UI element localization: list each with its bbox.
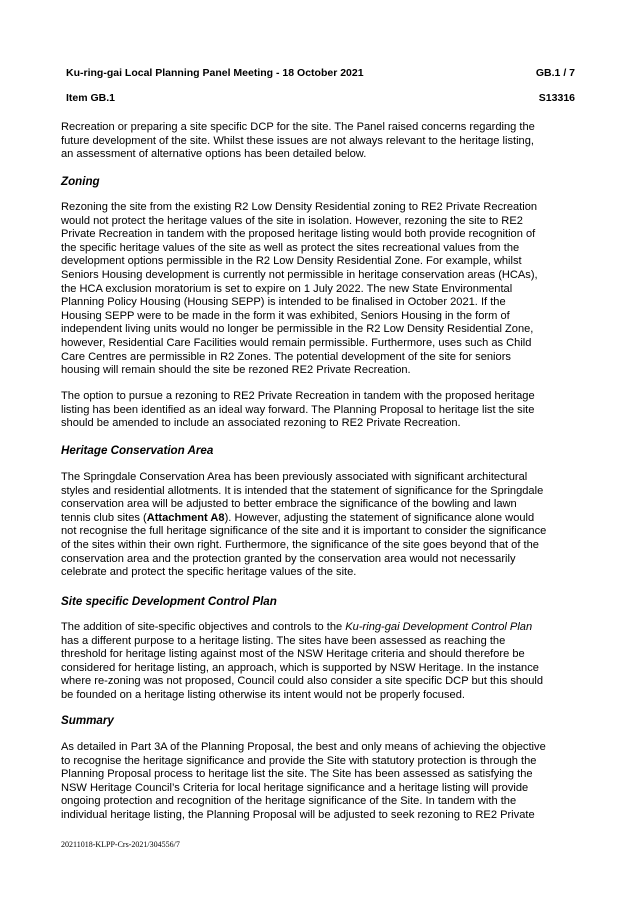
item-label: Item GB.1 xyxy=(66,92,116,104)
text-line: celebrate and protect the specific heritage values of the site. xyxy=(61,566,357,579)
section-heading-hca: Heritage Conservation Area xyxy=(61,444,214,457)
text-fragment: ). However, adjusting the statement of significance alone would xyxy=(224,511,535,524)
text-line: Planning Policy Housing (Housing SEPP) is intended to be finalised in October 2021. If the xyxy=(61,296,506,309)
text-line: would not protect the heritage values of the site in isolation. However, rezoning the site to RE2 xyxy=(61,214,523,227)
attachment-reference: Attachment A8 xyxy=(146,511,225,524)
text-line: Seniors Housing development is currently not permissible in heritage conservation areas (HCAs), xyxy=(61,268,538,281)
text-line: NSW Heritage Council’s Criteria for local heritage significance and a heritage listing will provide xyxy=(61,781,529,794)
section-heading-summary: Summary xyxy=(61,714,114,727)
text-line: the specific heritage values of the site as well as protect the sites recreational values from the xyxy=(61,241,520,254)
text-line xyxy=(61,621,581,635)
text-line: not recognise the full heritage significance of the site and it is important to consider the significance xyxy=(61,525,547,538)
text-line: Rezoning the site from the existing R2 Low Density Residential zoning to RE2 Private Recreation xyxy=(61,201,538,213)
summary-paragraph xyxy=(61,741,581,823)
document-number: S13316 xyxy=(538,92,575,104)
text-line: has a different purpose to a heritage listing. The sites have been assessed as reaching the xyxy=(61,634,506,647)
intro-paragraph xyxy=(61,121,581,162)
text-line: however, Residential Care Facilities would remain permissible. Furthermore, uses such as Child xyxy=(61,336,532,349)
text-line: the HCA exclusion moratorium is set to expire on 1 July 2022. The new State Environmental xyxy=(61,282,513,295)
text-line: threshold for heritage listing against most of the NSW Heritage criteria and should therefore be xyxy=(61,648,525,661)
text-line: Recreation or preparing a site specific DCP for the site. The Panel raised concerns regarding the xyxy=(61,121,535,133)
zoning-paragraph-2 xyxy=(61,390,581,431)
text-line: Housing SEPP were to be made in the form it was exhibited, Seniors Housing in the form of xyxy=(61,309,510,322)
text-line: an assessment of alternative options has been detailed below. xyxy=(61,148,367,161)
text-line: should be amended to include an associated rezoning to RE2 Private Recreation. xyxy=(61,417,461,430)
section-heading-dcp: Site specific Development Control Plan xyxy=(61,595,277,608)
text-line: The Springdale Conservation Area has been previously associated with significant architectural xyxy=(61,471,528,483)
text-line: listing has been identified as an ideal way forward. The Planning Proposal to heritage list the site xyxy=(61,403,535,416)
text-line: to recognise the heritage significance and provide the Site with statutory protection is through the xyxy=(61,754,537,767)
zoning-paragraph-1 xyxy=(61,201,581,378)
text-line: Planning Proposal process to heritage list the site. The Site has been assessed as satisfying the xyxy=(61,768,533,781)
text-line xyxy=(61,512,581,526)
text-line: of the sites within their own right. Furthermore, the significance of the site goes beyond that of the xyxy=(61,538,539,551)
text-line: styles and residential allotments. It is intended that the statement of significance for the Springdale xyxy=(61,484,544,497)
text-line: housing will remain should the site be rezoned RE2 Private Recreation. xyxy=(61,364,411,377)
text-line: Care Centres are permissible in R2 Zones. The potential development of the site for seniors xyxy=(61,350,511,363)
footer-document-id: 20211018-KLPP-Crs-2021/304556/7 xyxy=(61,840,180,849)
text-line: independent living units would no longer be permissible in the R2 Low Density Residential Zone, xyxy=(61,323,534,336)
hca-paragraph xyxy=(61,471,581,580)
text-line: conservation area and the protection granted by the conservation area would not necessarily xyxy=(61,552,516,565)
dcp-title: Ku-ring-gai Development Control Plan xyxy=(345,621,533,633)
text-line: individual heritage listing, the Planning Proposal will be adjusted to seek rezoning to RE2 Private xyxy=(61,808,535,821)
dcp-paragraph xyxy=(61,621,581,703)
text-line: future development of the site. Whilst these issues are not always relevant to the heritage listing, xyxy=(61,134,534,147)
text-line: As detailed in Part 3A of the Planning Proposal, the best and only means of achieving the objective xyxy=(61,741,546,753)
text-line: conservation area will be adjusted to better embrace the significance of the bowling and lawn xyxy=(61,498,517,511)
text-line: ongoing protection and recognition of the heritage significance of the Site. In tandem with the xyxy=(61,795,517,808)
text-line: development options permissible in the R2 Low Density Residential Zone. For example, whilst xyxy=(61,255,522,268)
page-reference: GB.1 / 7 xyxy=(535,67,575,79)
text-line: be founded on a heritage listing otherwise its intent would not be properly focused. xyxy=(61,688,465,701)
text-fragment: tennis club sites ( xyxy=(61,511,147,524)
text-line: where re-zoning was not proposed, Council could also consider a site specific DCP but this should xyxy=(61,675,544,688)
text-line: considered for heritage listing, an approach, which is supported by NSW Heritage. In the instance xyxy=(61,661,539,674)
section-heading-zoning: Zoning xyxy=(61,175,100,188)
text-line: Private Recreation in tandem with the proposed heritage listing would both provide recognition of xyxy=(61,228,536,241)
meeting-title: Ku-ring-gai Local Planning Panel Meeting - 18 October 2021 xyxy=(66,67,364,79)
text-fragment: The addition of site-specific objectives and controls to the xyxy=(61,621,346,633)
text-line: The option to pursue a rezoning to RE2 Private Recreation in tandem with the proposed heritage xyxy=(61,390,535,402)
